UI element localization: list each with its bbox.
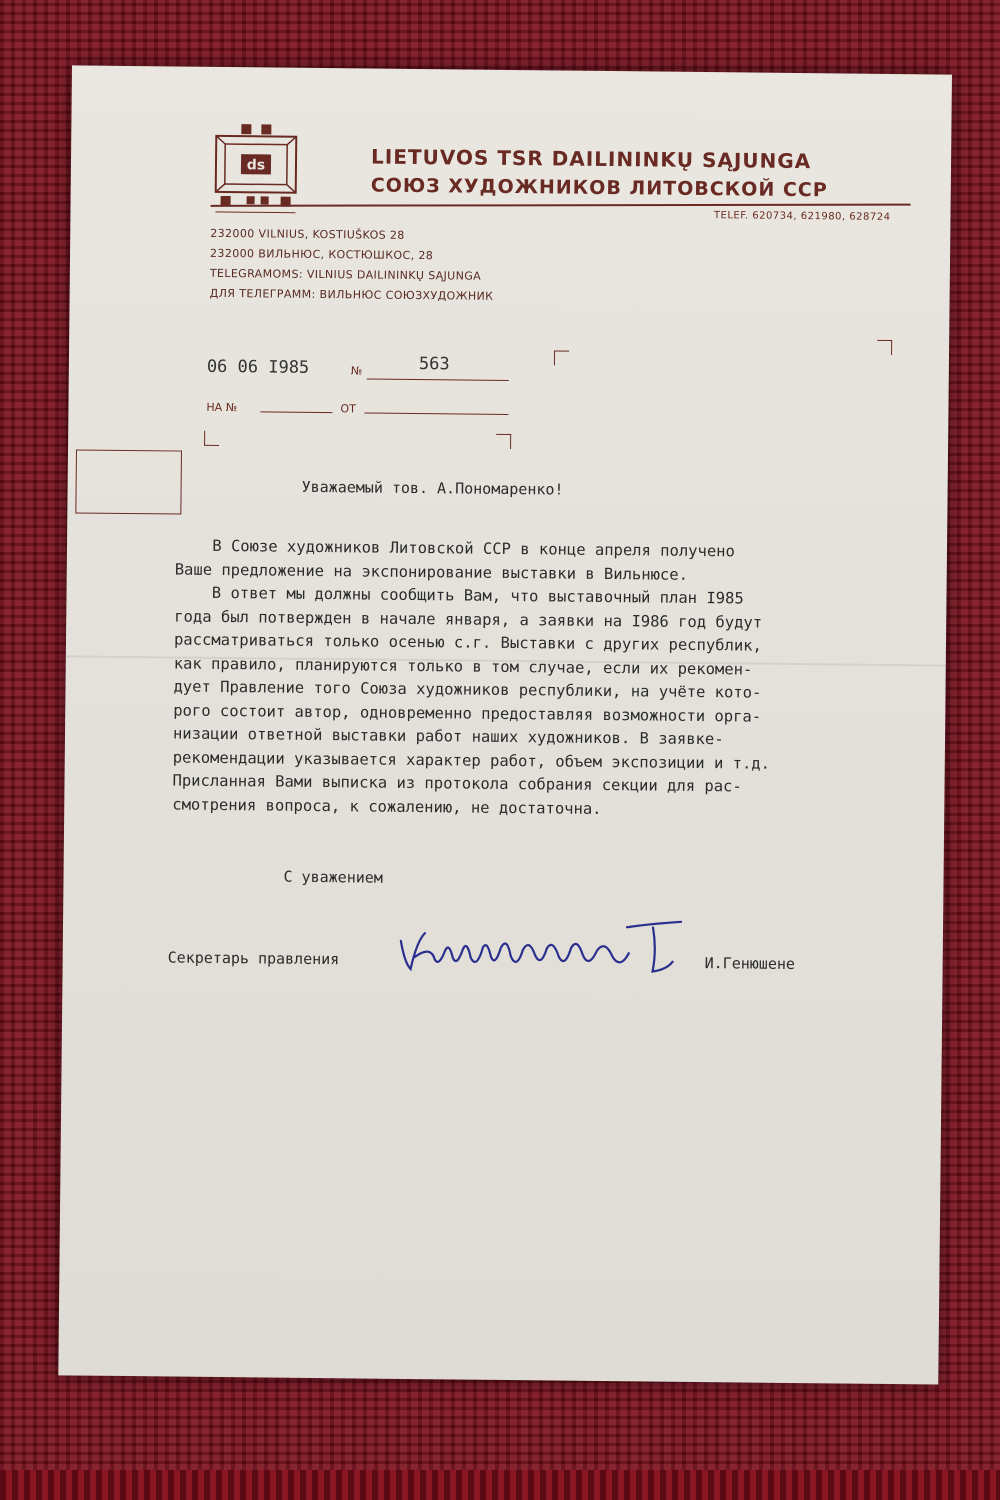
letter-body: В Союзе художников Литовской ССР в конце апреля получено Ваше предложение на экспонирование выставки в Вильнюсе. В ответ мы должны сообщить Вам, что выставочный план I985 года был потвержден в начале января, а заявки на I986 год будут рассматриваться только осенью с.г. Выставки с других республик, как правило, планируются только в том случае, если их рекомен- дует Правление того Союза художников республики, на учёте кото- рого состоит автор, одновременно предоставляя возможности орга- низации ответной выставки работ наших художников. В заявке- рекомендации указывается характер работ, объем экспозиции и т.д. Присланная Вами выписка из протокола собрания секции для рас- смотрения вопроса, к сожалению, не достаточна. <box>172 536 771 818</box>
in-reply-line <box>260 411 332 413</box>
address-line-lt: 232000 VILNIUS, KOSTIUŠKOS 28 <box>210 226 405 242</box>
address-corner-mark <box>554 350 569 365</box>
letter-date: 06 06 I985 <box>206 356 310 378</box>
closing: С уважением <box>283 867 383 887</box>
address-corner-mark <box>496 434 511 449</box>
telephone-numbers: TELEF. 620734, 621980, 628724 <box>713 210 891 223</box>
address-corner-mark <box>877 340 892 355</box>
in-reply-label: НА № <box>206 400 238 415</box>
stamp-box <box>75 449 182 514</box>
handwritten-signature <box>390 911 691 984</box>
signatory-title: Секретарь правления <box>167 948 340 969</box>
telegram-line-lt: TELEGRAMOMS: VILNIUS DAILININKŲ SĄJUNGA <box>209 266 482 283</box>
svg-text:ds: ds <box>246 157 266 174</box>
address-corner-mark <box>204 431 219 446</box>
number-line <box>367 378 509 380</box>
union-logo-icon <box>210 122 301 218</box>
tablecloth-background <box>0 1470 1000 1500</box>
address-line-ru: 232000 ВИЛЬНЮС, КОСТЮШКОС, 28 <box>209 246 434 263</box>
signatory-name: И.Генюшене <box>704 954 796 974</box>
from-line <box>364 412 508 415</box>
org-name-russian: СОЮЗ ХУДОЖНИКОВ ЛИТОВСКОЙ ССР <box>370 174 828 202</box>
letterhead-divider <box>211 204 911 207</box>
number-label: № <box>350 364 363 378</box>
letter-number: 563 <box>418 354 450 375</box>
telegram-line-ru: ДЛЯ ТЕЛЕГРАММ: ВИЛЬНЮС СОЮЗХУДОЖНИК <box>209 286 494 303</box>
letter-sheet <box>58 65 952 1384</box>
org-name-lithuanian: LIETUVOS TSR DAILININKŲ SĄJUNGA <box>370 144 812 174</box>
salutation: Уважаемый тов. А.Пономаренко! <box>301 477 564 499</box>
from-label: ОТ <box>340 402 356 416</box>
